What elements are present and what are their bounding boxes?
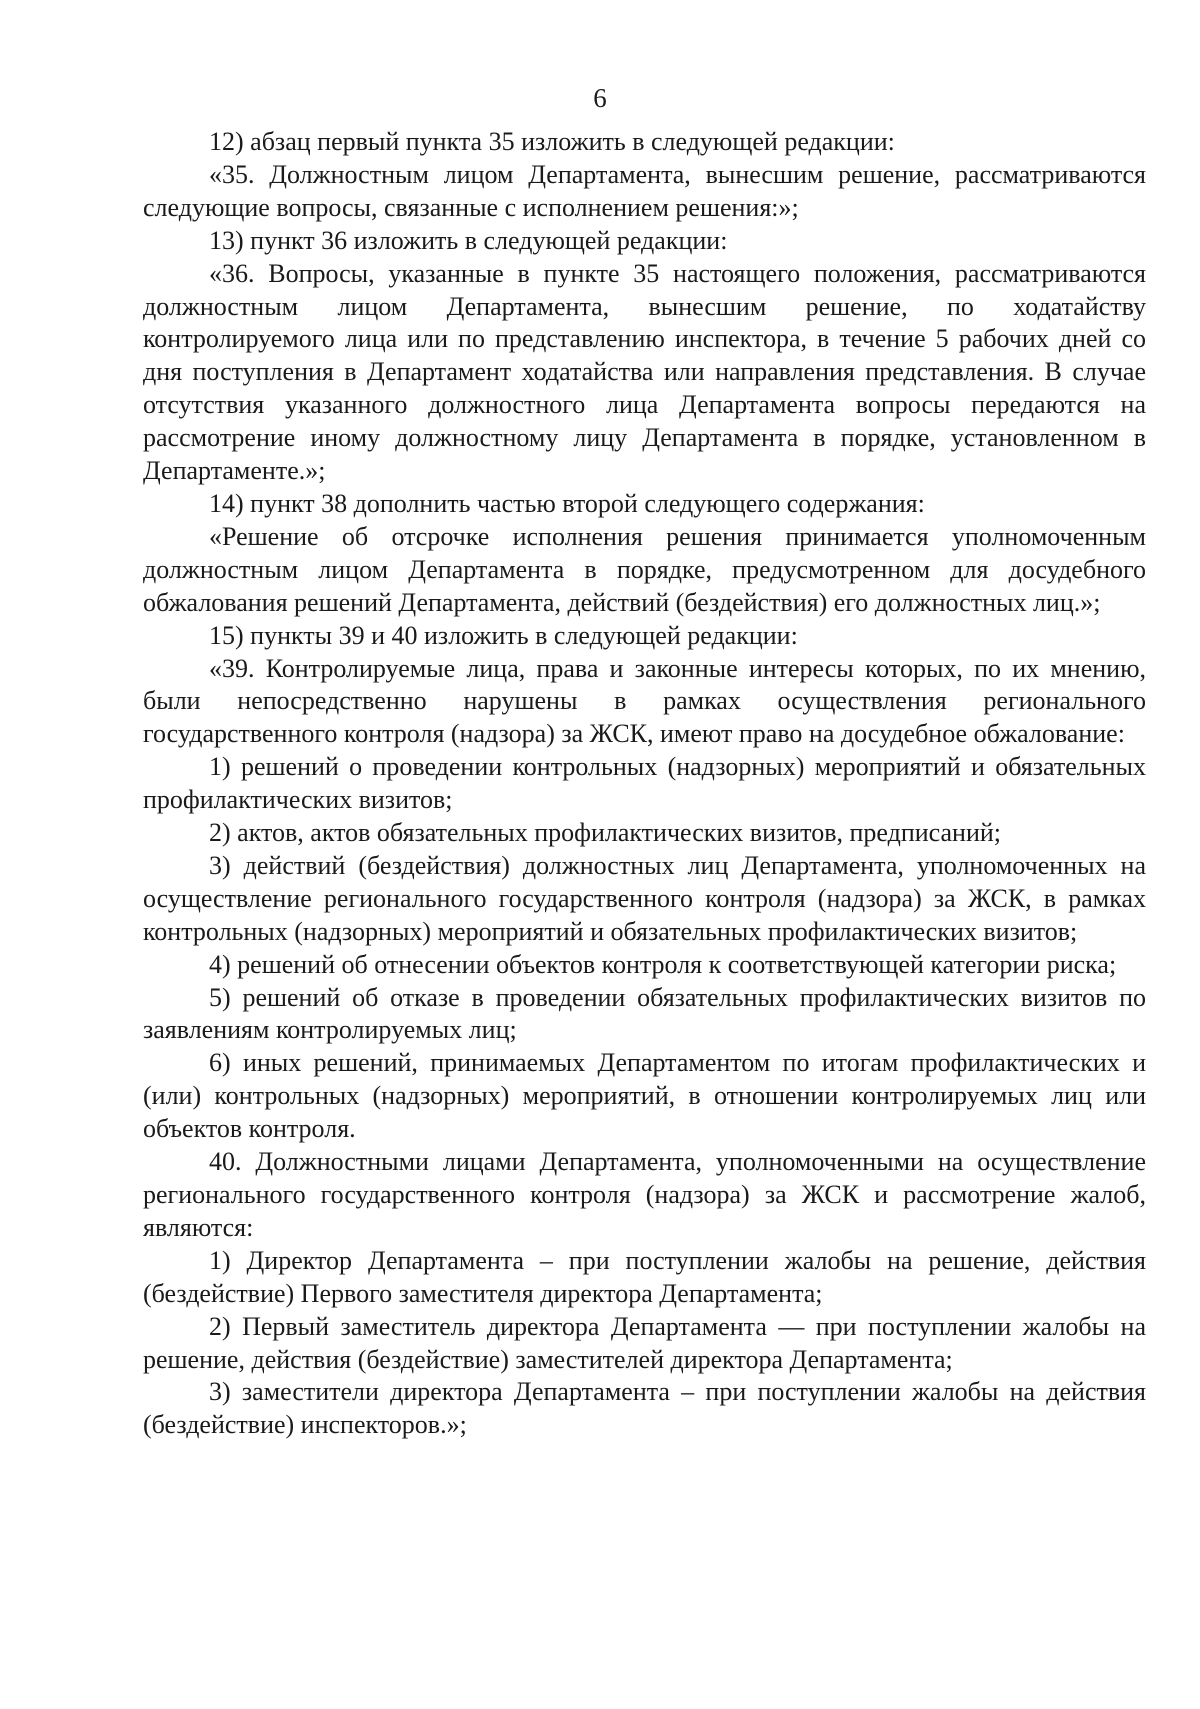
page-number: 6 [593, 83, 607, 113]
list-item-39-1: 1) решений о проведении контрольных (надзорных) мероприятий и обязательных профилактических визитов; [143, 752, 1146, 815]
list-item-40-2: 2) Первый заместитель директора Департамента — при поступлении жалобы на решение, действия (бездействие) заместителей директора Департамента; [143, 1311, 1146, 1374]
paragraph-item-15: 15) пункты 39 и 40 изложить в следующей редакции: [209, 620, 798, 650]
paragraph-point-35: «35. Должностным лицом Департамента, вынесшим решение, рассматриваются следующие вопросы, связанные с исполнением решения:»; [143, 159, 1146, 222]
list-item-39-5: 5) решений об отказе в проведении обязательных профилактических визитов по заявлениям контролируемых лиц; [143, 982, 1146, 1045]
list-item-39-2: 2) актов, актов обязательных профилактических визитов, предписаний; [209, 818, 1002, 848]
paragraph-item-12: 12) абзац первый пункта 35 изложить в следующей редакции: [209, 127, 895, 156]
list-item-40-1: 1) Директор Департамента – при поступлении жалобы на решение, действия (бездействие) Первого заместителя директора Департамента; [143, 1245, 1146, 1308]
paragraph-point-38-part-2: «Решение об отсрочке исполнения решения принимается уполномоченным должностным лицом Департамента в порядке, предусмотренном для досудебного обжалования решений Департамента, действий (бездействия) его должностных лиц.»; [143, 521, 1146, 617]
list-item-39-4: 4) решений об отнесении объектов контроля к соответствующей категории риска; [209, 949, 1117, 979]
paragraph-point-36: «36. Вопросы, указанные в пункте 35 настоящего положения, рассматриваются должностным лицом Департамента, вынесшим решение, по ходатайству контролируемого лица или по представлению инспектора, в течение 5 рабочих дней со дня поступления в Департамент ходатайства или направления представления. В случае отсутствия указанного должностного лица Департамента вопросы передаются на рассмотрение иному должностному лицу Департамента в порядке, установленном в Департаменте.»; [143, 258, 1146, 486]
document-body [143, 126, 1146, 1442]
list-item-40-3: 3) заместители директора Департамента – при поступлении жалобы на действия (бездействие) инспекторов.»; [143, 1377, 1146, 1440]
list-item-39-3: 3) действий (бездействия) должностных лиц Департамента, уполномоченных на осуществление регионального государственного контроля (надзора) за ЖСК, в рамках контрольных (надзорных) мероприятий и обязательных профилактических визитов; [143, 850, 1146, 946]
list-item-39-6: 6) иных решений, принимаемых Департаментом по итогам профилактических и (или) контрольных (надзорных) мероприятий, в отношении контролируемых лиц или объектов контроля. [143, 1048, 1146, 1144]
paragraph-item-14: 14) пункт 38 дополнить частью второй следующего содержания: [209, 488, 925, 518]
paragraph-point-39: «39. Контролируемые лица, права и законные интересы которых, по их мнению, были непосредственно нарушены в рамках осуществления регионального государственного контроля (надзора) за ЖСК, имеют право на досудебное обжалование: [143, 653, 1146, 749]
paragraph-point-40: 40. Должностными лицами Департамента, уполномоченными на осуществление регионального государственного контроля (надзора) за ЖСК и рассмотрение жалоб, являются: [143, 1147, 1146, 1242]
paragraph-item-13: 13) пункт 36 изложить в следующей редакции: [209, 225, 728, 255]
